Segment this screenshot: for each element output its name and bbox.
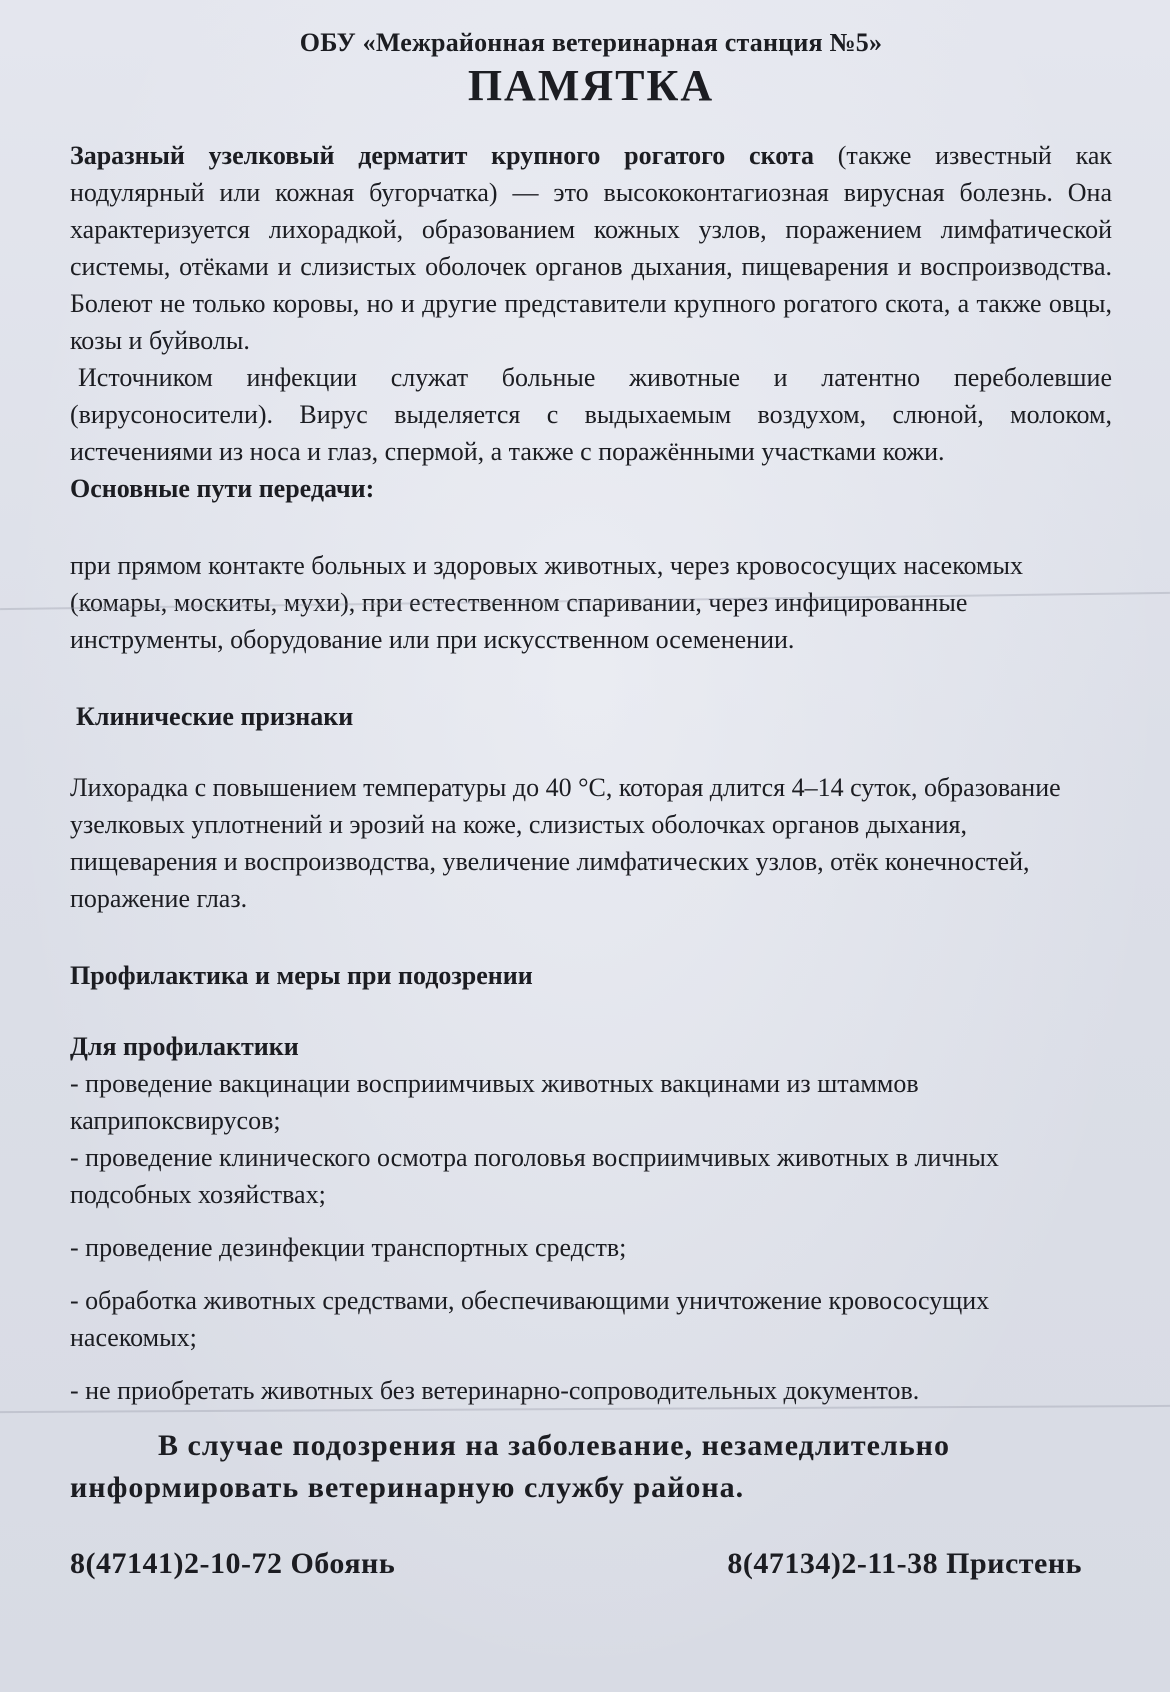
- organization-name: ОБУ «Межрайонная ветеринарная станция №5»: [299, 28, 883, 57]
- prevention-subheading: Для профилактики: [70, 1032, 299, 1061]
- contacts-row: [70, 1547, 1112, 1581]
- intro-paragraph: [70, 137, 1112, 359]
- phone-oboyan: 8(47141)2-10-72 Обоянь: [70, 1547, 396, 1580]
- transmission-text: при прямом контакте больных и здоровых животных, через кровососущих насекомых (комары, москиты, мухи), при естественном спаривании, через инфицированные инструменты, оборудование или при искусственном осеменении.: [70, 551, 1023, 654]
- prevention-item: - проведение клинического осмотра поголовья восприимчивых животных в личных подсобных хозяйствах;: [70, 1143, 999, 1209]
- disease-name: Заразный узелковый дерматит крупного рогатого скота: [70, 141, 814, 170]
- warning-line: информировать ветеринарную службу района.: [70, 1471, 745, 1504]
- phone-pristen: 8(47134)2-11-38 Пристень: [727, 1547, 1082, 1580]
- clinical-heading: Клинические признаки: [76, 702, 354, 731]
- prevention-item: - проведение дезинфекции транспортных средств;: [70, 1233, 627, 1262]
- infection-source-paragraph: Источником инфекции служат больные животные и латентно переболевшие (вирусоносители). Вирус выделяется с выдыхаемым воздухом, слюной, молоком, истечениями из носа и глаз, спермой, а также с поражёнными участками кожи.: [70, 363, 1112, 466]
- prevention-item: - обработка животных средствами, обеспечивающими уничтожение кровососущих насекомых;: [70, 1286, 990, 1352]
- prevention-item: - проведение вакцинации восприимчивых животных вакцинами из штаммов каприпоксвирусов;: [70, 1069, 919, 1135]
- clinical-text: Лихорадка с повышением температуры до 40 °С, которая длится 4–14 суток, образование узелковых уплотнений и эрозий на коже, слизистых оболочках органов дыхания, пищеварения и воспроизводства, увеличение лимфатических узлов, отёк конечностей, поражение глаз.: [70, 773, 1061, 913]
- prevention-heading: Профилактика и меры при подозрении: [70, 961, 533, 990]
- warning-notice: [70, 1425, 1112, 1509]
- prevention-item: - не приобретать животных без ветеринарно-сопроводительных документов.: [70, 1376, 920, 1405]
- transmission-heading: Основные пути передачи:: [70, 474, 375, 503]
- intro-text: (также известный как нодулярный или кожная бугорчатка) — это высококонтагиозная вирусная болезнь. Она характеризуется лихорадкой, образованием кожных узлов, поражением лимфатической системы, отёками и слизистых оболочек органов дыхания, пищеварения и воспроизводства. Болеют не только коровы, но и другие представители крупного рогатого скота, а также овцы, козы и буйволы.: [70, 141, 1112, 355]
- document-title: ПАМЯТКА: [467, 61, 715, 110]
- warning-line: В случае подозрения на заболевание, незамедлительно: [158, 1429, 950, 1462]
